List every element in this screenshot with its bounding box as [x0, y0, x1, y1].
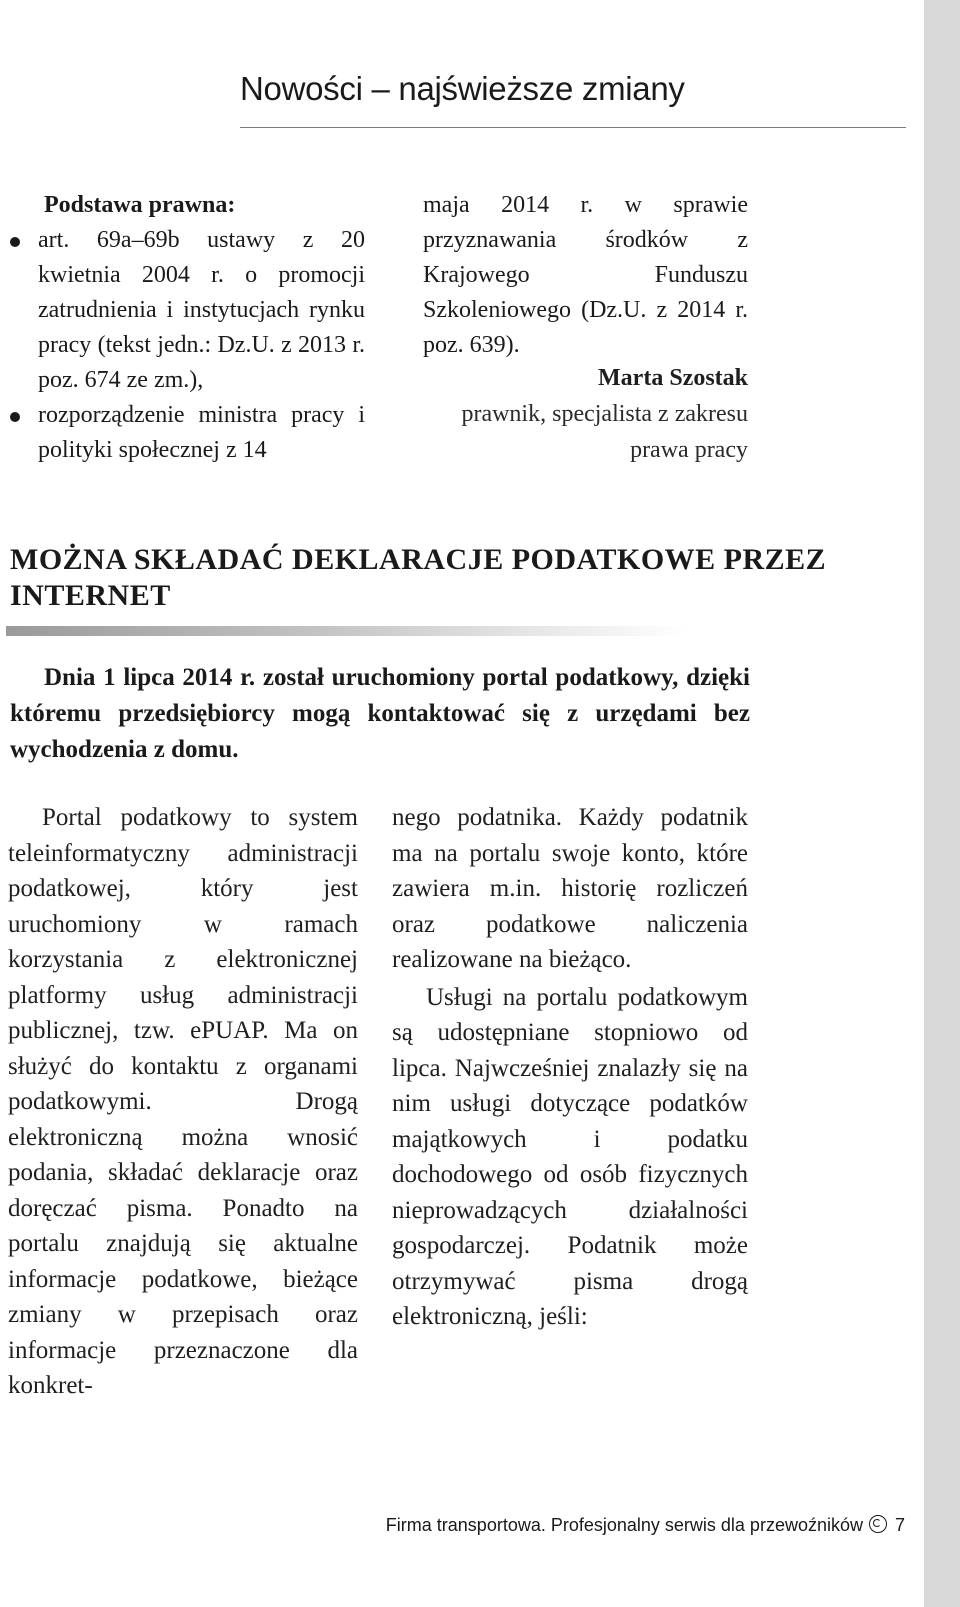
article-paragraph: nego podatnika. Każdy podatnik ma na portalu swoje konto, które zawiera m.in. historię rozliczeń oraz podatkowe naliczenia realizowane na bieżąco. — [392, 804, 748, 973]
title-underline-bar — [6, 626, 686, 636]
legal-basis-list — [10, 223, 365, 468]
copyright-like-circle-icon — [869, 1515, 887, 1533]
article-paragraph: Portal podatkowy to system teleinformatyczny administracji podatkowej, który jest uruchomiony w ramach korzystania z elektronicznej platformy usług administracji publicznej, tzw. ePUAP. Ma on służyć do kontaktu z organami podatkowymi. Drogą elektroniczną można wnosić podania, składać deklaracje oraz doręczać pisma. Ponadto na portalu znajdują się aktualne informacje podatkowe, bieżące zmiany w przepisach oraz informacje przeznaczone dla konkret- — [8, 804, 358, 1399]
author-role-line-2: prawa pracy — [630, 437, 748, 463]
page-number: 7 — [894, 1515, 905, 1535]
running-header-title: Nowości – najświeższe zmiany — [240, 70, 685, 107]
bullet-icon — [10, 412, 20, 422]
article-column-right — [392, 800, 748, 1335]
article-title: MOŻNA SKŁADAĆ DEKLARACJE PODATKOWE PRZEZ INTERNET — [10, 543, 827, 612]
author-role-line-1: prawnik, specjalista z zakresu — [461, 401, 748, 427]
bullet-icon — [10, 237, 20, 247]
author-name: Marta Szostak — [598, 365, 748, 391]
legal-basis-item-2: rozporządzenie ministra pracy i polityki społecznej z 14 — [38, 402, 365, 463]
page-edge-strip — [924, 0, 960, 1607]
legal-basis-block — [10, 188, 365, 468]
publication-name: Firma transportowa. Profesjonalny serwis dla przewoźników — [385, 1515, 863, 1535]
header-divider — [240, 127, 906, 128]
list-item — [10, 223, 365, 398]
page-footer — [385, 1515, 905, 1536]
legal-basis-item-1: art. 69a–69b ustawy z 20 kwietnia 2004 r. o promocji zatrudnienia i instytucjach rynku pracy (tekst jedn.: Dz.U. z 2013 r. poz. 674 ze zm.), — [38, 227, 365, 393]
author-block — [400, 360, 748, 468]
article-paragraph: Usługi na portalu podatkowym są udostępniane stopniowo od lipca. Najwcześniej znalazły się na nim usługi dotyczące podatków majątkowych i podatku dochodowego od osób fizycznych nieprowadzących działalności gospodarczej. Podatnik może otrzymywać pisma drogą elektroniczną, jeśli: — [392, 983, 748, 1330]
article-lead: Dnia 1 lipca 2014 r. został uruchomiony portal podatkowy, dzięki któremu przedsiębiorcy mogą kontaktować się z urzędami bez wychodzenia z domu. — [10, 664, 750, 763]
list-item — [10, 398, 365, 468]
legal-basis-continued: maja 2014 r. w sprawie przyznawania środków z Krajowego Funduszu Szkoleniowego (Dz.U. z 2014 r. poz. 639). — [423, 192, 748, 358]
legal-basis-heading: Podstawa prawna: — [44, 192, 236, 218]
article-column-left — [8, 800, 358, 1404]
